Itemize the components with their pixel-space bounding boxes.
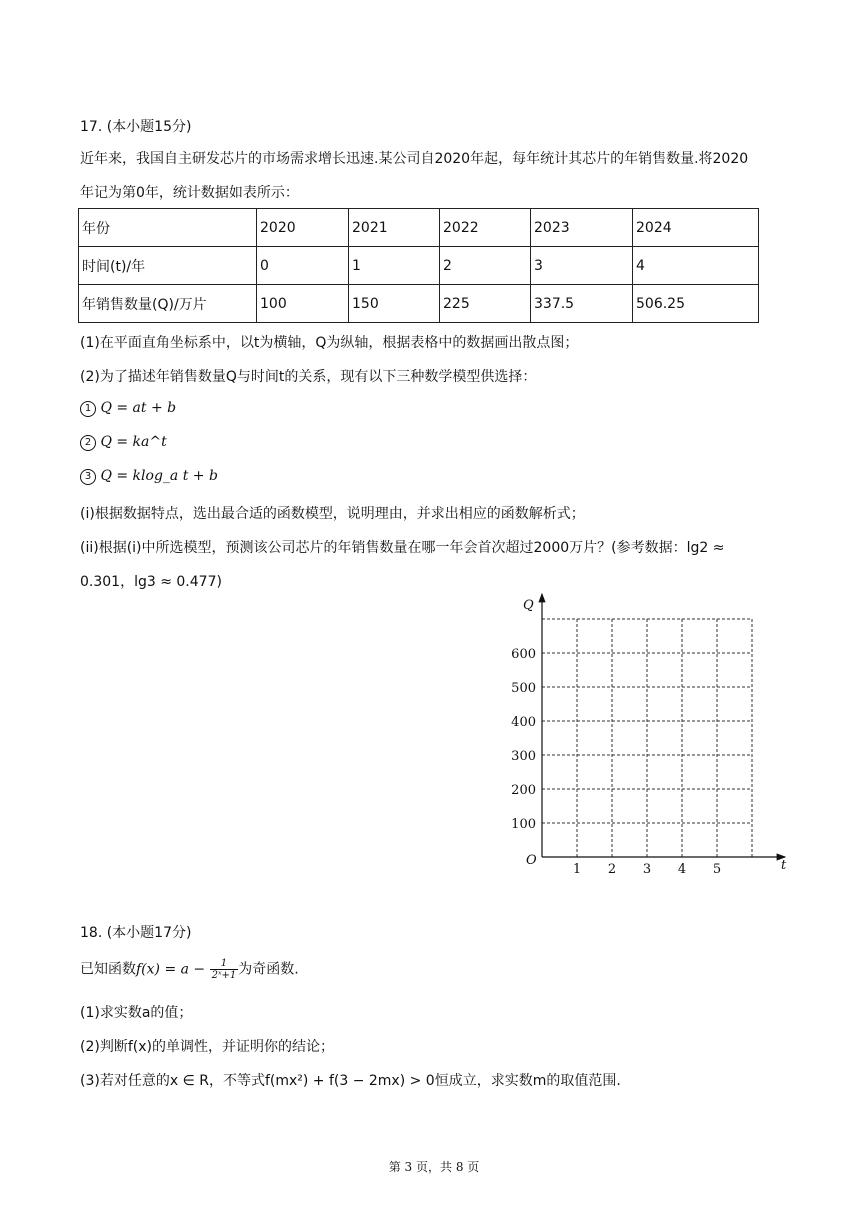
y-tick-label: 500	[511, 681, 536, 696]
table-cell: 2021	[349, 209, 440, 247]
table-cell: 506.25	[633, 285, 759, 323]
model-number: 3	[80, 469, 96, 485]
table-cell: 2022	[440, 209, 531, 247]
fraction-numerator: 1	[210, 958, 239, 970]
table-cell: 年份	[79, 209, 257, 247]
x-tick-label: 5	[712, 862, 722, 877]
q17-part2: (2)为了描述年销售数量Q与时间t的关系，现有以下三种数学模型供选择：	[80, 369, 537, 385]
q18-part2: (2)判断f(x)的单调性，并证明你的结论；	[80, 1039, 334, 1055]
model-2	[80, 434, 167, 451]
table-cell: 时间(t)/年	[79, 247, 257, 285]
table-cell: 337.5	[531, 285, 633, 323]
table-row	[79, 209, 759, 247]
table-cell: 2	[440, 247, 531, 285]
table-cell: 2023	[531, 209, 633, 247]
q18-stem-prefix: 已知函数	[80, 961, 136, 978]
y-tick-label: 400	[511, 715, 536, 730]
model-expression: Q = klog_a t + b	[100, 468, 218, 484]
y-tick-label: 100	[511, 817, 536, 832]
table-row	[79, 285, 759, 323]
table-cell: 100	[257, 285, 349, 323]
model-number: 1	[80, 401, 96, 417]
y-axis-label: Q	[523, 598, 534, 613]
q17-part1: (1)在平面直角坐标系中，以t为横轴，Q为纵轴，根据表格中的数据画出散点图；	[80, 335, 579, 351]
fraction-denominator: 2ˣ+1	[211, 970, 237, 981]
y-tick-label: 200	[511, 783, 536, 798]
q18-fraction	[210, 958, 239, 981]
model-expression: Q = ka^t	[100, 434, 167, 450]
q18-header: 18. (本小题17分)	[80, 925, 192, 941]
table-cell: 150	[349, 285, 440, 323]
q18-function: f(x) = a −	[136, 961, 206, 978]
x-tick-label: 3	[642, 862, 652, 877]
table-cell: 2024	[633, 209, 759, 247]
q18-part3: (3)若对任意的x ∈ R，不等式f(mx²) + f(3 − 2mx) > 0恒成立，求实数m的取值范围.	[80, 1073, 621, 1089]
table-cell: 0	[257, 247, 349, 285]
model-expression: Q = at + b	[100, 400, 177, 416]
table-row	[79, 247, 759, 285]
q17-header: 17. (本小题15分)	[80, 119, 192, 135]
model-1	[80, 400, 176, 417]
q17-part-i: (i)根据数据特点，选出最合适的函数模型，说明理由，并求出相应的函数解析式；	[80, 506, 585, 522]
q18-stem	[80, 958, 299, 981]
q18-part1: (1)求实数a的值；	[80, 1005, 193, 1021]
q18-stem-suffix: 为奇函数.	[238, 961, 299, 978]
q17-intro-line2: 年记为第0年，统计数据如表所示：	[80, 185, 299, 201]
model-3	[80, 468, 218, 485]
x-tick-label: 2	[607, 862, 617, 877]
q17-part-ii-line1: (ii)根据(i)中所选模型，预测该公司芯片的年销售数量在哪一年会首次超过2000万片？(参考数据：lg2 ≈	[80, 540, 725, 556]
table-cell: 2020	[257, 209, 349, 247]
x-tick-label: 1	[572, 862, 582, 877]
origin-label: O	[526, 853, 537, 868]
q17-intro-line1: 近年来，我国自主研发芯片的市场需求增长迅速.某公司自2020年起，每年统计其芯片的年销售数量.将2020	[80, 151, 749, 167]
q17-part-ii-line2: 0.301，lg3 ≈ 0.477)	[80, 574, 222, 590]
table-cell: 225	[440, 285, 531, 323]
y-tick-label: 600	[511, 647, 536, 662]
table-cell: 4	[633, 247, 759, 285]
table-cell: 年销售数量(Q)/万片	[79, 285, 257, 323]
page-footer: 第 3 页，共 8 页	[388, 1160, 480, 1174]
x-axis-label: t	[781, 858, 787, 873]
x-tick-label: 4	[677, 862, 687, 877]
sales-data-table	[78, 208, 759, 323]
model-number: 2	[80, 435, 96, 451]
table-cell: 3	[531, 247, 633, 285]
y-tick-label: 300	[511, 749, 536, 764]
table-cell: 1	[349, 247, 440, 285]
